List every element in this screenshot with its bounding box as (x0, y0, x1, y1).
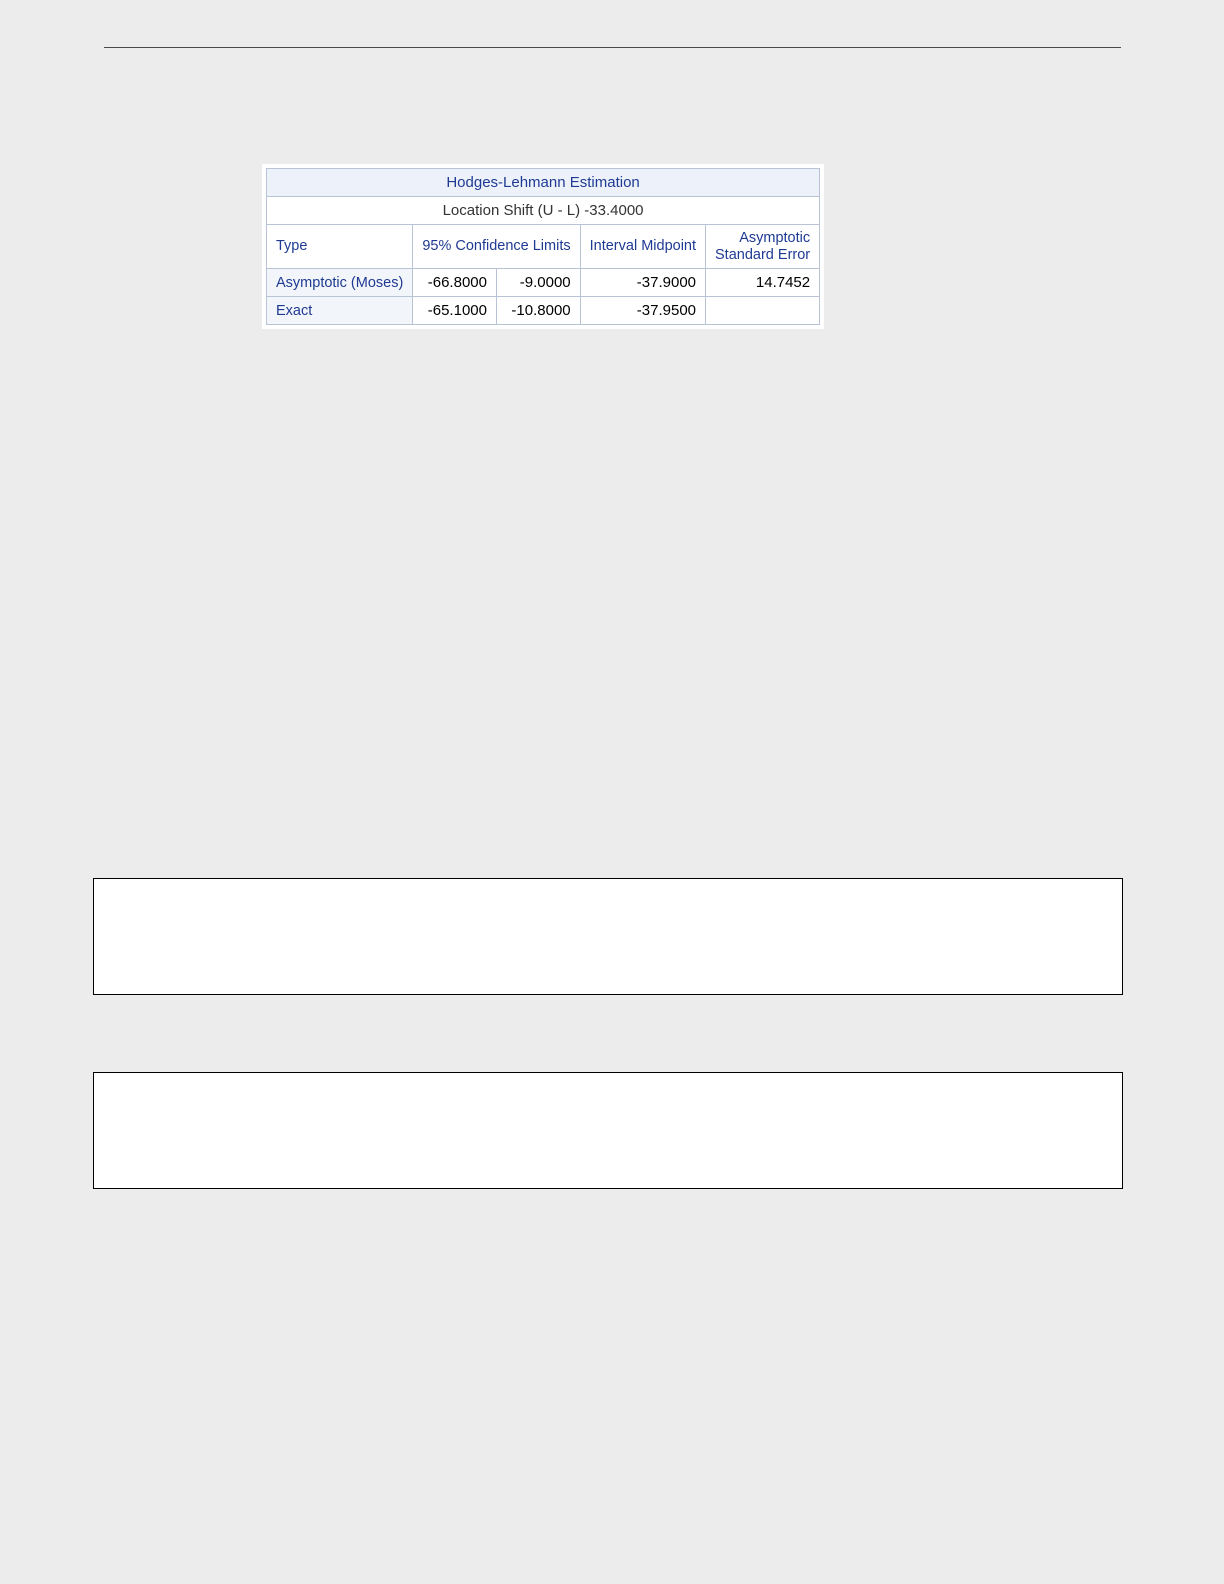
hodges-lehmann-table (266, 168, 820, 325)
cell-interval-midpoint: -37.9500 (580, 297, 705, 325)
table-subtitle: Location Shift (U - L) -33.4000 (267, 197, 820, 225)
cell-asymptotic-standard-error (706, 297, 820, 325)
cell-upper-limit: -10.8000 (496, 297, 580, 325)
column-header-asymptotic-line2: Standard Error (715, 246, 811, 263)
column-header-asymptotic-standard-error (706, 225, 820, 269)
cell-interval-midpoint: -37.9000 (580, 269, 705, 297)
column-header-asymptotic-line1: Asymptotic (739, 230, 811, 246)
cell-lower-limit: -66.8000 (413, 269, 497, 297)
content-box-1 (93, 878, 1123, 995)
cell-asymptotic-standard-error: 14.7452 (706, 269, 820, 297)
table-row (267, 269, 820, 297)
cell-lower-limit: -65.1000 (413, 297, 497, 325)
row-label-asymptotic-moses: Asymptotic (Moses) (267, 269, 413, 297)
cell-upper-limit: -9.0000 (496, 269, 580, 297)
column-header-confidence-limits: 95% Confidence Limits (413, 225, 580, 269)
header-divider (104, 47, 1121, 48)
row-label-exact: Exact (267, 297, 413, 325)
hodges-lehmann-table-container (262, 164, 824, 329)
table-title: Hodges-Lehmann Estimation (267, 169, 820, 197)
table-subtitle-row (267, 197, 820, 225)
content-box-2 (93, 1072, 1123, 1189)
column-header-interval-midpoint: Interval Midpoint (580, 225, 705, 269)
column-header-type: Type (267, 225, 413, 269)
table-title-row (267, 169, 820, 197)
table-header-row (267, 225, 820, 269)
table-row (267, 297, 820, 325)
